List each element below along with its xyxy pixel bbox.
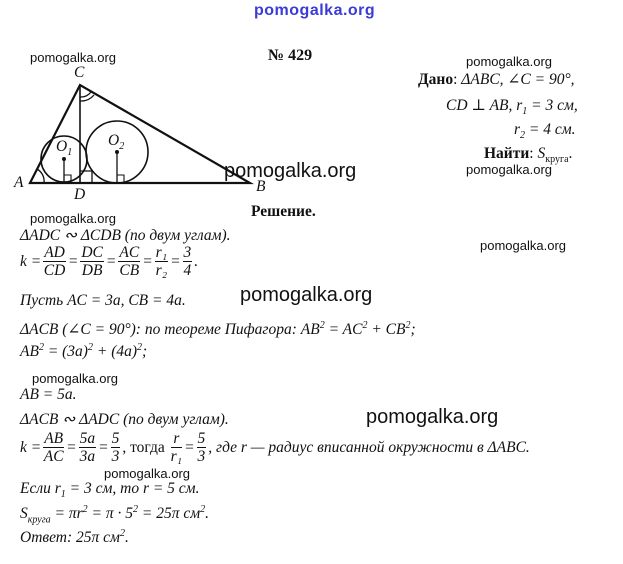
watermark-small: pomogalka.org bbox=[466, 54, 552, 69]
answer-label: Ответ bbox=[20, 529, 67, 547]
given-line-2: CD ⊥ AB, $r_1 = 3$ см, bbox=[446, 97, 578, 118]
given-line-1: Дано: ΔABC, ∠C = 90°, bbox=[418, 71, 575, 88]
solution-heading: Решение. bbox=[251, 203, 316, 220]
problem-number: № 429 bbox=[268, 47, 313, 64]
watermark-big: pomogalka.org bbox=[366, 406, 499, 428]
label-c: C bbox=[74, 64, 85, 81]
watermark-small: pomogalka.org bbox=[30, 211, 116, 226]
solution-line-3: Пусть AC = 3a, CB = 4a. bbox=[20, 292, 186, 309]
solution-line-6: AB = 5a. bbox=[20, 386, 77, 403]
watermark-big: pomogalka.org bbox=[224, 160, 357, 182]
find-label: Найти bbox=[484, 145, 530, 162]
label-d: D bbox=[74, 186, 86, 203]
watermark-big: pomogalka.org bbox=[240, 284, 373, 306]
solution-line-5: $AB^2 = (3a)^2 + (4a)^2$; bbox=[20, 342, 148, 361]
angle-arc-c bbox=[80, 92, 91, 97]
label-o2: $O_2$ bbox=[108, 132, 125, 153]
label-a: A bbox=[14, 174, 24, 191]
angle-arc-a bbox=[37, 169, 44, 183]
label-o1: $O_1$ bbox=[56, 138, 73, 159]
solution-line-9: Если $r_1 = 3$ см, то r = 5 см. bbox=[20, 480, 200, 501]
watermark-small: pomogalka.org bbox=[104, 466, 190, 481]
watermark-small: pomogalka.org bbox=[480, 238, 566, 253]
solution-line-4: ΔACB (∠C = 90°): по теореме Пифагора: $AB^2 = AC^2 + CB^2$; bbox=[20, 320, 416, 339]
given-line-3: $r_2 = 4$ см. bbox=[514, 121, 576, 142]
solution-line-2: k = $\frac{AD}{CD}$ = $\frac{DC}{DB}$ = $\frac{AC}{CB}$ = $\frac{\text{r₁}}{\text{r₂}}$ = $\frac{3}{4}$ . bbox=[20, 244, 199, 279]
watermark-small: pomogalka.org bbox=[32, 371, 118, 386]
solution-line-10: $S_{круга} = \pi r^2 = \pi \cdot 5^2 = 25\pi$ $см^2$. bbox=[20, 504, 210, 526]
find-line: Найти: $S_{круга}$. bbox=[484, 145, 573, 166]
solution-line-8: k = $\frac{AB}{AC}$ = $\frac{5a}{3a}$ = $\frac{5}{3}$ , тогда $\frac{r}{\text{r₁}}$ = $\frac{5}{3}$ , где r — радиус вписанной окружности в ΔABC. bbox=[20, 430, 530, 465]
watermark-top: pomogalka.org bbox=[254, 2, 376, 19]
triangle-figure bbox=[0, 55, 270, 200]
solution-line-1: ΔADC ∾ ΔCDB (по двум углам). bbox=[20, 227, 231, 244]
label-b: B bbox=[256, 178, 266, 195]
watermark-small: pomogalka.org bbox=[466, 162, 552, 177]
solution-line-7: ΔACB ∾ ΔADC (по двум углам). bbox=[20, 411, 229, 428]
answer-line: Ответ: 25π $см^2$. bbox=[20, 528, 129, 547]
watermark-small: pomogalka.org bbox=[30, 50, 116, 65]
triangle-abc bbox=[30, 85, 250, 183]
given-label: Дано bbox=[418, 71, 454, 88]
